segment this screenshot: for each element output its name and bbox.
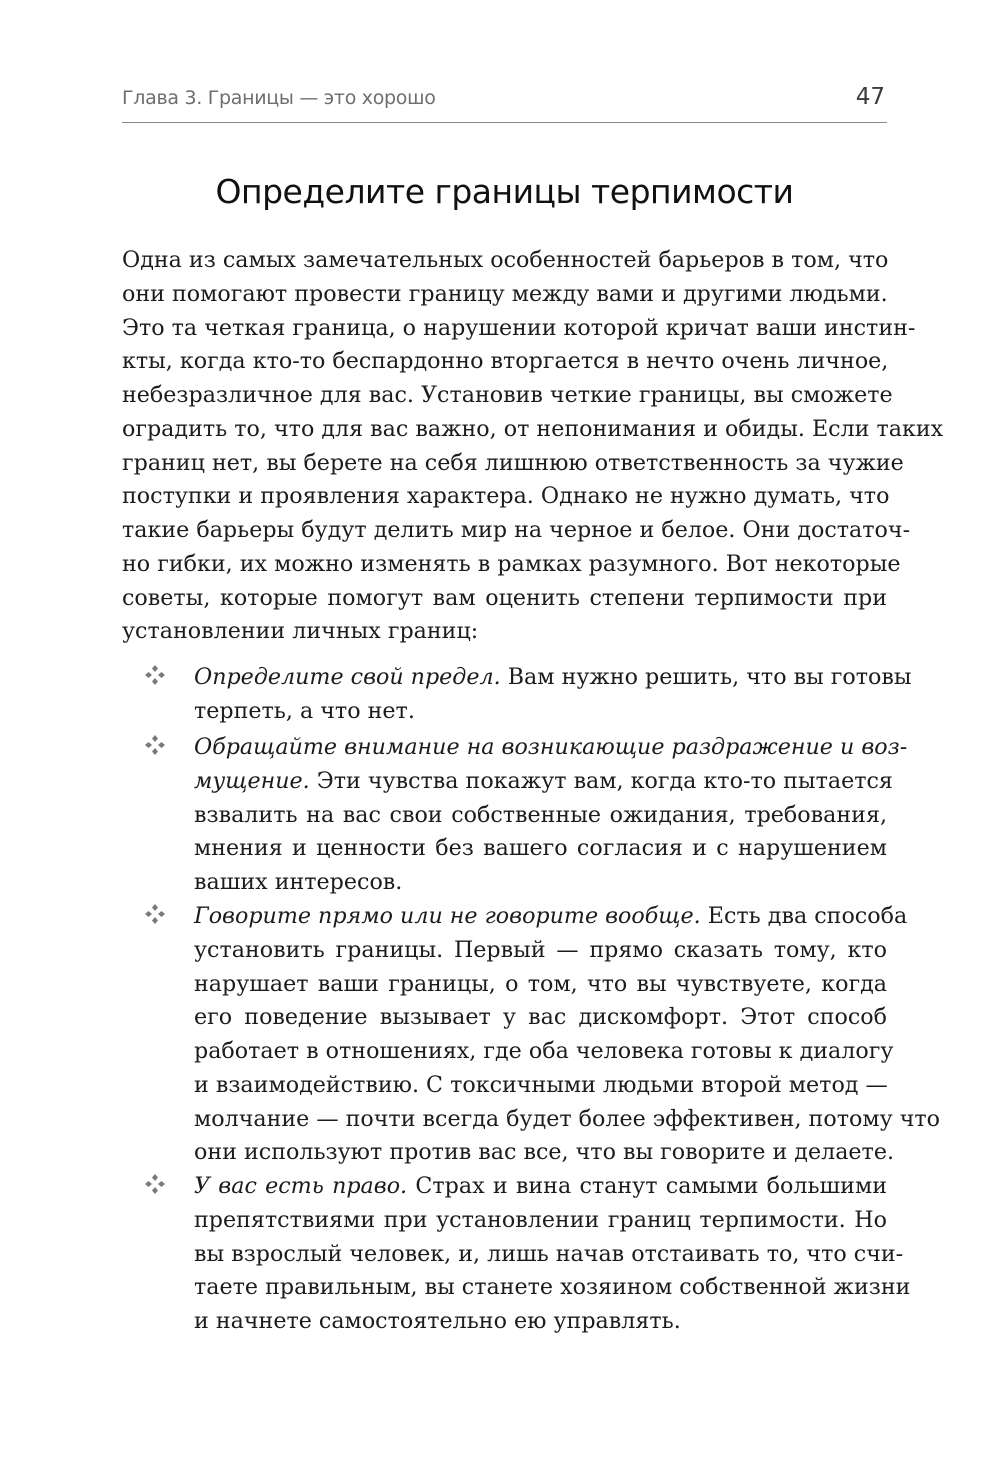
tip-body-text: Есть два способа (700, 903, 908, 929)
tip-line (194, 765, 893, 799)
paragraph-line: оградить то, что для вас важно, от непонимания и обиды. Если таких (122, 415, 944, 442)
tip-text (194, 1170, 911, 1339)
tip-body-text: молчание — почти всегда будет более эффективен, потому что (194, 1105, 940, 1132)
tip-line (194, 1069, 887, 1103)
tip-title: Определите свой предел. (194, 664, 501, 690)
tip-body-text: его поведение вызывает у вас дискомфорт. Этот способ (194, 1004, 887, 1031)
tip-body-text: и начнете самостоятельно ею управлять. (194, 1308, 681, 1334)
tip-body-text: таете правильным, вы станете хозяином собственной жизни (194, 1274, 911, 1301)
four-diamond-ornament-icon (143, 1172, 167, 1196)
paragraph-line: установлении личных границ: (122, 618, 479, 645)
tip-line (194, 934, 887, 968)
section-heading: Определите границы терпимости (215, 172, 794, 211)
tip-line (194, 1136, 895, 1170)
tip-line (194, 832, 887, 866)
page-number: 47 (855, 84, 885, 110)
paragraph-line: такие барьеры будут делить мир на черное и белое. Они достаточ- (122, 517, 911, 543)
tip-body-text: установить границы. Первый — прямо сказать тому, кто (194, 936, 887, 963)
tip-line (194, 900, 908, 934)
paragraph-line: кты, когда кто-то беспардонно вторгается в нечто очень личное, (122, 348, 889, 375)
tip-line (194, 1170, 887, 1204)
tip-line (194, 1305, 887, 1339)
tip-title: У вас есть право. (194, 1173, 408, 1199)
tip-body-text: препятствиями при установлении границ терпимости. Но (194, 1206, 887, 1233)
tip-text (194, 731, 908, 900)
paragraph-line: небезразличное для вас. Установив четкие границы, вы сможете (122, 382, 893, 408)
tip-line (194, 731, 908, 765)
tip-body-text: Страх и вина станут самыми большими (407, 1173, 887, 1199)
tip-body-text: мнения и ценности без вашего согласия и с нарушением (194, 835, 887, 862)
tip-body-text: ваших интересов. (194, 869, 403, 895)
paragraph-line: советы, которые помогут вам оценить степени терпимости при (122, 584, 887, 611)
tip-body-text: Вам нужно решить, что вы готовы (500, 664, 912, 690)
paragraph-line: поступки и проявления характера. Однако не нужно думать, что (122, 483, 890, 510)
tip-title: Обращайте внимание на возникающие раздражение и воз- (194, 734, 908, 760)
tip-body-text: нарушает ваши границы, о том, что вы чувствуете, когда (194, 970, 887, 997)
tip-text (194, 661, 912, 729)
tip-line (194, 1001, 887, 1035)
paragraph-line: но гибки, их можно изменять в рамках разумного. Вот некоторые (122, 550, 901, 577)
tip-line (194, 695, 887, 729)
tip-body-text: они используют против вас все, что вы говорите и делаете. (194, 1139, 895, 1166)
tip-body-text: работает в отношениях, где оба человека готовы к диалогу (194, 1038, 894, 1064)
tip-line (194, 1035, 894, 1069)
tip-line (194, 661, 912, 695)
paragraph-line: Это та четкая граница, о нарушении которой кричат ваши инстин- (122, 314, 916, 341)
intro-paragraph (122, 244, 944, 649)
tip-body-text: терпеть, а что нет. (194, 697, 415, 724)
header-rule (122, 122, 887, 123)
paragraph-line: они помогают провести границу между вами и другими людьми. (122, 280, 888, 307)
tip-line (194, 866, 887, 900)
tip-title: Говорите прямо или не говорите вообще. (194, 903, 701, 929)
paragraph-line: Одна из самых замечательных особенностей барьеров в том, что (122, 247, 889, 273)
tip-line (194, 1271, 911, 1305)
running-head (122, 84, 887, 116)
tip-title: мущение. (194, 767, 310, 794)
four-diamond-ornament-icon (143, 663, 167, 687)
paragraph-line: границ нет, вы берете на себя лишнюю ответственность за чужие (122, 449, 904, 476)
tip-body-text: Эти чувства покажут вам, когда кто-то пытается (309, 767, 893, 794)
tip-body-text: вы взрослый человек, и, лишь начав отстаивать то, что счи- (194, 1240, 904, 1267)
tip-line (194, 968, 887, 1002)
four-diamond-ornament-icon (143, 902, 167, 926)
running-title: Глава 3. Границы — это хорошо (122, 87, 436, 109)
tip-line (194, 1204, 887, 1238)
four-diamond-ornament-icon (143, 733, 167, 757)
tip-line (194, 1238, 904, 1272)
tip-body-text: взвалить на вас свои собственные ожидания, требования, (194, 801, 887, 828)
tip-line (194, 1103, 940, 1137)
tip-text (194, 900, 940, 1170)
tip-line (194, 799, 887, 833)
tip-body-text: и взаимодействию. С токсичными людьми второй метод — (194, 1071, 888, 1098)
